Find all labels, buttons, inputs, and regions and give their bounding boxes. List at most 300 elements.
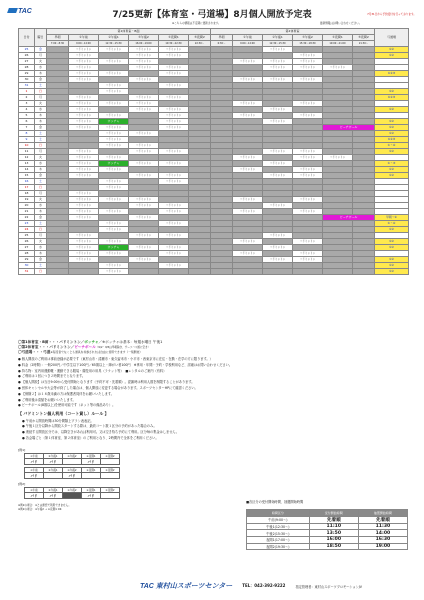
slot-badminton: バドミントン <box>69 209 99 215</box>
slot-badminton: バドミントン <box>159 203 189 209</box>
row-date: 31 <box>19 269 35 275</box>
slot-badminton: バドミントン <box>159 149 189 155</box>
slot-badminton: バドミントン <box>129 245 159 251</box>
slot-closed <box>189 269 211 275</box>
row-weekday: 土 <box>35 263 47 269</box>
tt-open: 11:10 <box>309 523 358 530</box>
row-kyudo: ①② <box>375 53 409 59</box>
example-slot: ④夜間1 <box>82 488 101 493</box>
slot-badminton: バドミントン <box>233 59 263 65</box>
row-weekday: 金 <box>35 47 47 53</box>
row-kyudo: ①② <box>375 227 409 233</box>
slot-badminton: バドミントン <box>69 149 99 155</box>
slot-botcha: ボッチャ <box>99 161 129 167</box>
slot-badminton: バドミントン <box>159 125 189 131</box>
col-time: 22:30～ <box>189 41 211 47</box>
footer-tel: TEL：042-392-9222 <box>242 583 286 588</box>
row-date: 1 <box>19 89 35 95</box>
row-kyudo: ①② <box>375 47 409 53</box>
legend-kyudo: 〇弓道場・・・弓道※有段者でなくとも道具を持参されれば自由に使用できます（一般開放） <box>18 350 143 355</box>
slot-badminton: バドミントン <box>69 59 99 65</box>
row-kyudo: ①② <box>375 245 409 251</box>
slot-badminton: バドミントン <box>293 149 323 155</box>
row-weekday: 金 <box>35 173 47 179</box>
slot-badminton: バドミントン <box>233 113 263 119</box>
tt-slot: 午後2(15:30～) <box>247 530 310 537</box>
col-date: 日付 <box>19 29 35 47</box>
tt-head-open: 受付開始時間 <box>309 510 358 517</box>
row-date: 31 <box>19 83 35 89</box>
slot-badminton: バドミントン <box>129 215 159 221</box>
row-date: 30 <box>19 77 35 83</box>
schedule-calendar <box>18 28 409 275</box>
notice-item: ● 持ち物：室内用運動靴・運動できる服装・競技用の用具（ラケット等） ■レンタルのご案内（有料） <box>18 368 167 373</box>
slot-badminton: バドミントン <box>159 245 189 251</box>
slot-badminton: バドミントン <box>129 233 159 239</box>
slot-badminton: バドミントン <box>159 83 189 89</box>
slot-badminton: バドミントン <box>159 209 189 215</box>
col-slot: ⑤夜間2 <box>353 35 375 41</box>
slot-badminton: バドミントン <box>233 77 263 83</box>
slot-badminton: バドミントン <box>99 83 129 89</box>
row-kyudo: ①② <box>375 131 409 137</box>
slot-badminton: バドミントン <box>69 215 99 221</box>
slot-badminton: バドミントン <box>233 251 263 257</box>
row-kyudo: ①② <box>375 257 409 263</box>
col-slot: ③午後2 <box>293 35 323 41</box>
notice-item: ● 【保険２】は１８歳未満の方は保護者同伴をお願いいたします。 <box>18 391 114 396</box>
slot-badminton: バドミントン <box>233 197 263 203</box>
legend-gym2: 〇第2体育室・・・バドミントン／ビーチボール（9/2・9/5は早朝除き、サーフバス館に空き） <box>18 344 151 349</box>
slot-badminton: バドミントン <box>159 65 189 71</box>
row-weekday: 金 <box>35 77 47 83</box>
row-date: 8 <box>19 131 35 137</box>
slot-badminton: バドミントン <box>69 257 99 263</box>
slot-badminton: バドミントン <box>293 101 323 107</box>
row-weekday: 月 <box>35 233 47 239</box>
slot-badminton: バドミントン <box>233 239 263 245</box>
slot-closed <box>233 269 263 275</box>
example-slot: ①午前 <box>25 454 44 459</box>
example-slot: ③午後2 <box>63 488 82 493</box>
slot-badminton: バドミントン <box>129 47 159 53</box>
slot-badminton: バドミントン <box>293 257 323 263</box>
slot-badminton: バドミントン <box>323 65 353 71</box>
row-weekday: 木 <box>35 167 47 173</box>
slot-badminton: バドミントン <box>99 197 129 203</box>
tt-slot: 夜間1(17:00～) <box>247 537 310 544</box>
row-date: 28 <box>19 251 35 257</box>
slot-badminton: バドミントン <box>129 197 159 203</box>
row-date: 21 <box>19 209 35 215</box>
slot-badminton: バドミントン <box>159 119 189 125</box>
slot-badminton: バドミントン <box>293 113 323 119</box>
tt-slot: 午前(9:00～) <box>247 516 310 523</box>
slot-badminton: バドミントン <box>293 59 323 65</box>
row-kyudo: ①②③ <box>375 71 409 77</box>
slot-badminton: バドミントン <box>263 257 293 263</box>
col-slot: 早朝 <box>211 35 233 41</box>
rules-title: 【 バドミントン個人利用（コート貸し）ルール 】 <box>18 411 109 416</box>
row-date: 7 <box>19 125 35 131</box>
slot-badminton: バドミントン <box>159 107 189 113</box>
slot-closed <box>159 269 189 275</box>
row-kyudo: ①② <box>375 167 409 173</box>
row-kyudo: ①② <box>375 125 409 131</box>
example-slot: ②午後1 <box>44 488 63 493</box>
timetable-row <box>247 516 408 523</box>
footer-logo: TAC 東村山スポーツセンター <box>140 583 233 590</box>
slot-badminton: バドミントン <box>293 53 323 59</box>
slot-badminton: バドミントン <box>99 221 129 227</box>
slot-badminton: バドミントン <box>293 65 323 71</box>
example-slot: ⑤夜間2 <box>101 454 120 459</box>
example-note-1: ※例2の場合：③とは連続で利用できません。 <box>18 504 71 507</box>
notice-item: ● ご利用後は清掃をお願いいたします。 <box>18 397 76 402</box>
slot-closed <box>69 269 99 275</box>
slot-badminton: バドミントン <box>69 113 99 119</box>
col-weekday: 曜日 <box>35 29 47 47</box>
slot-badminton: バドミントン <box>233 209 263 215</box>
example-note-2: ※例2の場合：③午後2 → ④夜間1 OK <box>18 508 62 511</box>
row-date: 27 <box>19 59 35 65</box>
row-kyudo: ①～③ <box>375 161 409 167</box>
col-time: 12:30～15:30 <box>263 41 293 47</box>
slot-badminton: バドミントン <box>293 239 323 245</box>
slot-badminton: バドミントン <box>69 155 99 161</box>
row-date: 17 <box>19 185 35 191</box>
slot-badminton: バドミントン <box>129 59 159 65</box>
slot-badminton: バドミントン <box>99 167 129 173</box>
row-weekday: 土 <box>35 83 47 89</box>
row-weekday: 土 <box>35 221 47 227</box>
slot-badminton: バドミントン <box>129 173 159 179</box>
row-kyudo: ①～④ <box>375 221 409 227</box>
slot-badminton: バドミントン <box>293 209 323 215</box>
row-kyudo: ①② <box>375 119 409 125</box>
rule-item: ● 午前から開放時間は30分間隔上プラン表表記。 <box>22 418 94 423</box>
col-time: 16:00～19:00 <box>129 41 159 47</box>
example-slot: ⑤夜間2 <box>101 488 120 493</box>
row-date: 22 <box>19 215 35 221</box>
col-slot: ②午後1 <box>263 35 293 41</box>
slot-badminton: バドミントン <box>263 107 293 113</box>
row-date: 20 <box>19 203 35 209</box>
slot-badminton: バドミントン <box>69 251 99 257</box>
tt-open: 13:50 <box>309 530 358 537</box>
slot-badminton: バドミントン <box>99 209 129 215</box>
slot-badminton: バドミントン <box>69 161 99 167</box>
row-weekday: 日 <box>35 185 47 191</box>
slot-badminton: バドミントン <box>159 221 189 227</box>
tt-open: 先着順 <box>309 516 358 523</box>
col-time: 9:00～12:00 <box>233 41 263 47</box>
row-weekday: 水 <box>35 161 47 167</box>
slot-badminton: バドミントン <box>99 251 129 257</box>
notice-item: ● 【個人開放】は当日9:00から受付開始となります（予約不可・先着順）。混雑時は利用人数を制限することがあります。 <box>18 380 195 385</box>
row-weekday: 火 <box>35 101 47 107</box>
row-date: 2 <box>19 95 35 101</box>
slot-badminton: バドミントン <box>69 95 99 101</box>
slot-badminton: バドミントン <box>159 251 189 257</box>
example-slot: ④夜間1 <box>82 468 101 473</box>
timetable-title: ■各区分の受付開始時間、抽選開始時間 <box>246 500 304 504</box>
group-kyudo: 弓道場 <box>375 29 409 47</box>
row-date: 10 <box>19 143 35 149</box>
row-date: 26 <box>19 53 35 59</box>
row-weekday: 日 <box>35 89 47 95</box>
tt-head-lottery: 抽選開始時間 <box>358 510 407 517</box>
slot-badminton: バドミントン <box>99 137 129 143</box>
col-slot: ①午前 <box>233 35 263 41</box>
row-weekday: 火 <box>35 197 47 203</box>
row-weekday: 金 <box>35 215 47 221</box>
row-date: 25 <box>19 233 35 239</box>
row-date: 5 <box>19 113 35 119</box>
row-weekday: 日 <box>35 269 47 275</box>
slot-badminton: バドミントン <box>159 95 189 101</box>
slot-badminton: バドミントン <box>159 173 189 179</box>
row-weekday: 月 <box>35 95 47 101</box>
slot-badminton: バドミントン <box>99 131 129 137</box>
row-date: 15 <box>19 173 35 179</box>
tt-open: 16:00 <box>309 537 358 544</box>
notice-item: ● 個人開放のご利用は事前登録が必要です（東村山市・清瀬市・東久留米市・小平市・西東京市に在住・在勤・在学の方に限ります。） <box>18 357 213 361</box>
row-date: 13 <box>19 161 35 167</box>
col-slot: ④夜間1 <box>159 35 189 41</box>
timetable-row <box>247 537 408 544</box>
row-weekday: 火 <box>35 59 47 65</box>
slot-badminton: バドミントン <box>99 263 129 269</box>
slot-badminton: バドミントン <box>69 47 99 53</box>
ex1-bado-1: バド <box>25 459 44 465</box>
slot-badminton: バドミントン <box>263 161 293 167</box>
row-weekday: 日 <box>35 227 47 233</box>
group-gym1: 第1体育室・B面 <box>47 29 211 35</box>
example1b-table <box>24 467 120 479</box>
ex1b-bado-1: バド <box>25 473 44 479</box>
col-slot: ④夜間1 <box>323 35 353 41</box>
row-date: 18 <box>19 191 35 197</box>
slot-badminton: バドミントン <box>263 47 293 53</box>
ex1-bado-2: バド <box>44 459 63 465</box>
ex2-bado-1: バド <box>25 493 44 499</box>
slot-badminton: バドミントン <box>69 167 99 173</box>
slot-badminton: バドミントン <box>129 95 159 101</box>
slot-badminton: バドミントン <box>263 173 293 179</box>
notice-item: ● ビーチボール(8歳以上)を使用可能です（ネット等の備品あり）。 <box>18 403 116 408</box>
slot-badminton: バドミントン <box>263 119 293 125</box>
slot-badminton: バドミントン <box>69 245 99 251</box>
slot-badminton: バドミントン <box>263 59 293 65</box>
col-slot: ①午前 <box>69 35 99 41</box>
row-kyudo: ①②③ <box>375 137 409 143</box>
timetable <box>246 509 408 550</box>
row-date: 16 <box>19 179 35 185</box>
slot-badminton: バドミントン <box>69 77 99 83</box>
col-slot: ⑤夜間2 <box>189 35 211 41</box>
row-kyudo: ①② <box>375 239 409 245</box>
row-date: 29 <box>19 257 35 263</box>
row-weekday: 火 <box>35 239 47 245</box>
tt-head-slot: 時間区分 <box>247 510 310 517</box>
slot-badminton: バドミントン <box>293 173 323 179</box>
tt-slot: 夜間2(19:30～) <box>247 543 310 550</box>
timetable-row <box>247 530 408 537</box>
tt-slot: 午後1(12:30～) <box>247 523 310 530</box>
row-kyudo: ①②③ <box>375 95 409 101</box>
row-date: 11 <box>19 149 35 155</box>
slot-badminton: バドミントン <box>159 71 189 77</box>
slot-botcha: ボッチャ <box>99 245 129 251</box>
slot-closed <box>47 269 69 275</box>
col-slot: 早朝 <box>47 35 69 41</box>
group-gym2: 第2体育室 <box>211 29 375 35</box>
slot-badminton: バドミントン <box>99 269 129 275</box>
row-date: 6 <box>19 119 35 125</box>
rule-item: ● 各会場ごと（第１体育室、第２体育室）のご利用となり、2時間内で全体をご利用ください。 <box>22 435 159 440</box>
slot-badminton: バドミントン <box>129 257 159 263</box>
row-weekday: 木 <box>35 251 47 257</box>
slot-badminton: バドミントン <box>129 53 159 59</box>
slot-badminton: バドミントン <box>129 143 159 149</box>
slot-badminton: バドミントン <box>129 65 159 71</box>
slot-badminton: バドミントン <box>99 155 129 161</box>
slot-badminton: バドミントン <box>233 155 263 161</box>
col-time: 19:00～21:00 <box>323 41 353 47</box>
slot-badminton: バドミントン <box>69 203 99 209</box>
row-date: 29 <box>19 71 35 77</box>
row-kyudo: ①② <box>375 89 409 95</box>
slot-badminton: バドミントン <box>263 203 293 209</box>
notice-item: ● 料金（2時間）：一般200円／中学生以下100円／65歳以上・障がい者100円 ※専用・年間・予約・学校利用など、詳細はお問い合わせください。 <box>18 362 233 367</box>
row-date: 25 <box>19 47 35 53</box>
row-date: 9 <box>19 137 35 143</box>
slot-badminton: バドミントン <box>99 47 129 53</box>
example-notes <box>18 504 71 512</box>
example-slot: ③午後2 <box>63 468 82 473</box>
reservation-note: 7月31日から予約受付を行っております。 <box>367 13 416 16</box>
slot-closed <box>293 269 323 275</box>
example-slot: ②午後1 <box>44 454 63 459</box>
ex2-bado-2: バド <box>44 493 63 499</box>
row-weekday: 水 <box>35 203 47 209</box>
slot-closed <box>129 269 159 275</box>
tt-lottery: 16:30 <box>358 537 407 544</box>
tt-lottery: 先着順 <box>358 516 407 523</box>
update-note: ※こちらの情報は不定期に更新されます。 <box>172 22 221 25</box>
footer <box>140 581 410 591</box>
slot-beachball: ビーチボール <box>323 215 375 221</box>
example-slot: ③午後2 <box>63 454 82 459</box>
slot-badminton: バドミントン <box>159 233 189 239</box>
slot-badminton: バドミントン <box>263 245 293 251</box>
slot-badminton: バドミントン <box>69 101 99 107</box>
row-kyudo: 早朝～④ <box>375 215 409 221</box>
slot-badminton: バドミントン <box>159 263 189 269</box>
example-slot: ①午前 <box>25 468 44 473</box>
row-date: 24 <box>19 227 35 233</box>
col-slot: ③午後2 <box>129 35 159 41</box>
row-date: 30 <box>19 263 35 269</box>
row-kyudo: ①② <box>375 173 409 179</box>
tt-lottery: 19:00 <box>358 543 407 550</box>
example-slot: ④夜間1 <box>82 454 101 459</box>
slot-badminton: バドミントン <box>69 191 99 197</box>
slot-badminton: バドミントン <box>129 107 159 113</box>
slot-badminton: バドミントン <box>159 53 189 59</box>
col-time: 7:00～8:30 <box>47 41 69 47</box>
slot-badminton: バドミントン <box>159 161 189 167</box>
slot-badminton: バドミントン <box>69 107 99 113</box>
slot-badminton: バドミントン <box>159 113 189 119</box>
row-weekday: 土 <box>35 131 47 137</box>
page-header <box>0 0 424 28</box>
slot-badminton: バドミントン <box>99 185 129 191</box>
slot-badminton: バドミントン <box>69 119 99 125</box>
example2-label: [例2] <box>18 482 26 486</box>
row-weekday: 月 <box>35 53 47 59</box>
slot-badminton: バドミントン <box>99 143 129 149</box>
example1-table <box>24 453 120 465</box>
row-date: 3 <box>19 101 35 107</box>
row-kyudo: ①② <box>375 263 409 269</box>
col-time: 21:30～ <box>353 41 375 47</box>
col-slot: ②午後1 <box>99 35 129 41</box>
row-kyudo: ①② <box>375 149 409 155</box>
row-date: 26 <box>19 239 35 245</box>
slot-badminton: バドミントン <box>233 167 263 173</box>
slot-closed <box>353 269 375 275</box>
tt-lottery: 14:00 <box>358 530 407 537</box>
example-slot: ①午前 <box>25 488 44 493</box>
row-weekday: 木 <box>35 209 47 215</box>
slot-badminton: バドミントン <box>99 101 129 107</box>
legend <box>18 340 162 355</box>
slot-badminton: バドミントン <box>69 71 99 77</box>
footer-org: 指定管理者：東村山スポーツプロモーションJV <box>295 584 362 589</box>
row-weekday: 水 <box>35 245 47 251</box>
row-weekday: 金 <box>35 257 47 263</box>
row-weekday: 土 <box>35 137 47 143</box>
row-kyudo: ①～④ <box>375 143 409 149</box>
slot-badminton: バドミントン <box>99 239 129 245</box>
slot-badminton: バドミントン <box>69 53 99 59</box>
ex1b-bado-2: バド <box>63 473 82 479</box>
row-weekday: 月 <box>35 191 47 197</box>
slot-badminton: バドミントン <box>99 125 129 131</box>
row-weekday: 月 <box>35 149 47 155</box>
slot-badminton: バドミントン <box>263 77 293 83</box>
row-date: 27 <box>19 245 35 251</box>
row-weekday: 木 <box>35 113 47 119</box>
example1-label: [例1] <box>18 448 26 452</box>
tt-open: 18:50 <box>309 543 358 550</box>
example-slot: ⑤夜間2 <box>101 468 120 473</box>
slot-badminton: バドミントン <box>293 251 323 257</box>
col-time: 6:30～ <box>211 41 233 47</box>
slot-badminton: バドミントン <box>129 203 159 209</box>
slot-badminton: バドミントン <box>69 65 99 71</box>
inquiry-note: 最新情報はお問い合わせください。 <box>320 22 362 25</box>
slot-badminton: バドミントン <box>293 155 323 161</box>
slot-badminton: バドミントン <box>129 131 159 137</box>
calendar-row <box>19 269 409 275</box>
notice-item: ● ご利用は１回につき２時間までとなります。 <box>18 374 86 379</box>
slot-badminton: バドミントン <box>69 173 99 179</box>
slot-badminton: バドミントン <box>69 125 99 131</box>
slot-closed <box>263 269 293 275</box>
